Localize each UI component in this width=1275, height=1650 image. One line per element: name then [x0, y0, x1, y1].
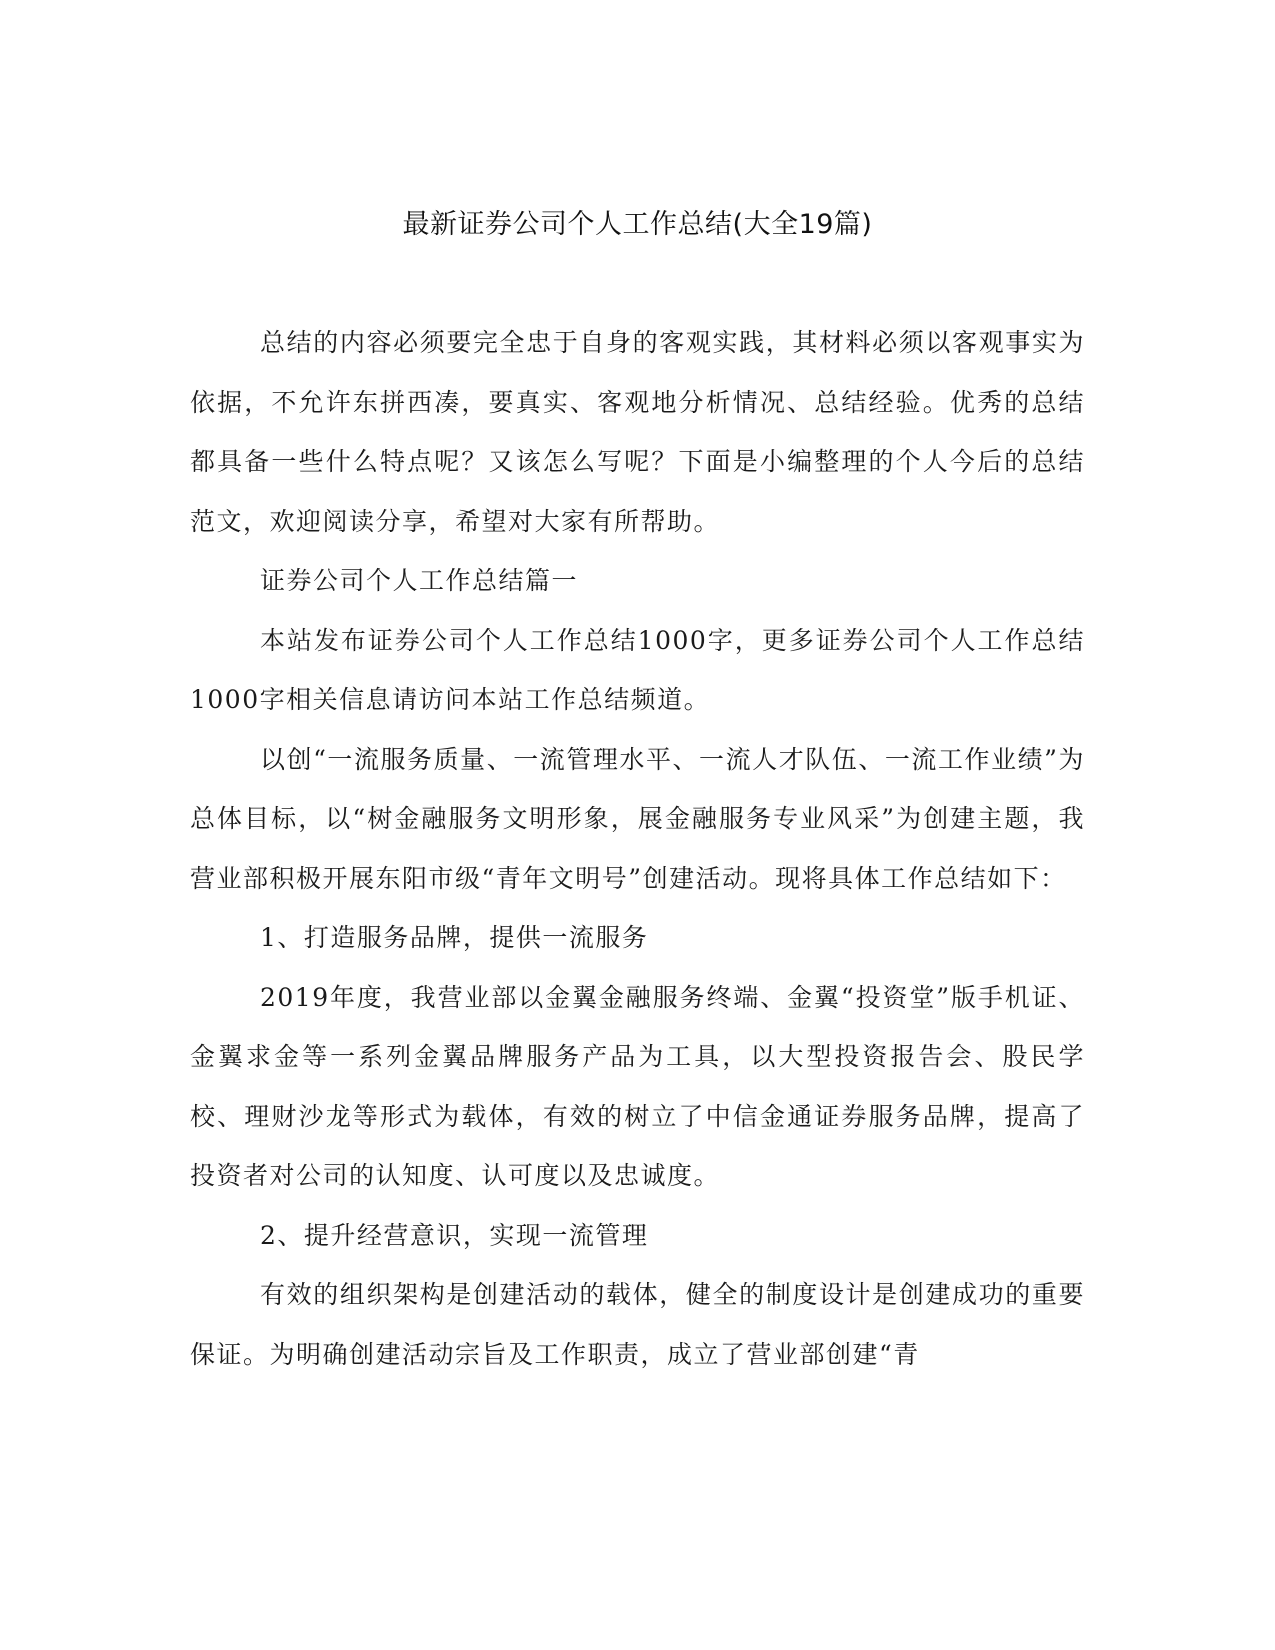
paragraph-2019: 2019年度，我营业部以金翼金融服务终端、金翼“投资堂”版手机证、金翼求金等一系列金翼品牌服务产品为工具，以大型投资报告会、股民学校、理财沙龙等形式为载体，有效的树立了中信金通证券服务品牌，提高了投资者对公司的认知度、认可度以及忠诚度。	[190, 982, 1085, 1190]
paragraph-goals: 以创“一流服务质量、一流管理水平、一流人才队伍、一流工作业绩”为总体目标，以“树金融服务文明形象，展金融服务专业风采”为创建主题，我营业部积极开展东阳市级“青年文明号”创建活动。现将具体工作总结如下：	[190, 744, 1085, 893]
subheading-service-brand: 1、打造服务品牌，提供一流服务	[260, 923, 649, 952]
paragraph-intro: 总结的内容必须要完全忠于自身的客观实践，其材料必须以客观事实为依据，不允许东拼西凑，要真实、客观地分析情况、总结经验。优秀的总结都具备一些什么特点呢？又该怎么写呢？下面是小编整理的个人今后的总结范文，欢迎阅读分享，希望对大家有所帮助。	[190, 328, 1085, 536]
document-title: 最新证券公司个人工作总结(大全19篇)	[402, 209, 873, 240]
paragraph-site-note: 本站发布证券公司个人工作总结1000字，更多证券公司个人工作总结1000字相关信息请访问本站工作总结频道。	[190, 625, 1085, 714]
subheading-management: 2、提升经营意识，实现一流管理	[260, 1220, 649, 1250]
paragraph-organization: 有效的组织架构是创建活动的载体，健全的制度设计是创建成功的重要保证。为明确创建活动宗旨及工作职责，成立了营业部创建“青	[190, 1280, 1085, 1369]
section-heading-1: 证券公司个人工作总结篇一	[260, 566, 579, 595]
document-body	[190, 313, 1085, 1384]
